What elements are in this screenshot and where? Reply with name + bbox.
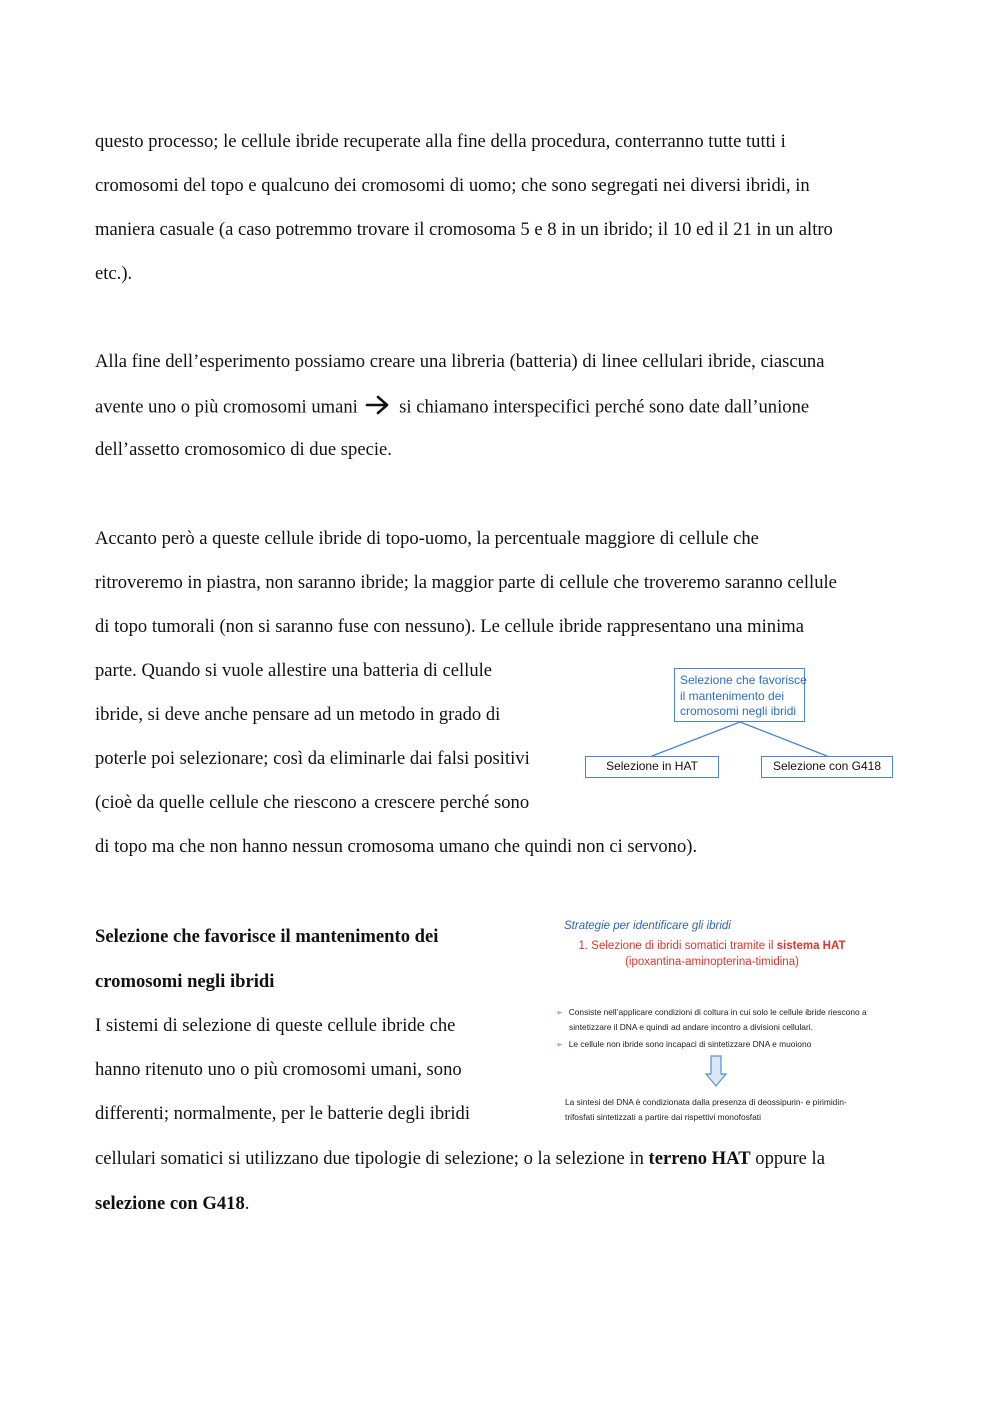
slide-bullet-2 <box>556 1037 811 1052</box>
paragraph-2-line-2 <box>95 395 809 421</box>
paragraph-4-line-4 <box>95 1148 825 1170</box>
paragraph-3-line-2: ritroveremo in piastra, non saranno ibride; la maggior parte di cellule che troveremo saranno cellule <box>95 572 837 593</box>
paragraph-3-line-1: Accanto però a queste cellule ibride di topo-uomo, la percentuale maggiore di cellule che <box>95 528 759 549</box>
paragraph-4-line-1: I sistemi di selezione di queste cellule ibride che <box>95 1015 456 1036</box>
hat-strategy-slide <box>552 915 902 1130</box>
slide-subtitle-2: (ipoxantina-aminopterina-timidina) <box>625 956 799 968</box>
slide-subtitle-1-start: 1. Selezione di ibridi somatici tramite il <box>578 940 777 952</box>
paragraph-4-line-5 <box>95 1193 249 1215</box>
slide-subtitle-hat: sistema HAT <box>776 940 846 952</box>
paragraph-1-line-1: questo processo; le cellule ibride recuperate alla fine della procedura, conterranno tutte tutti i <box>95 131 786 152</box>
slide-title: Strategie per identificare gli ibridi <box>564 920 731 932</box>
slide-subtitle-1 <box>552 940 872 952</box>
section-heading-line-1: Selezione che favorisce il mantenimento dei <box>95 926 439 947</box>
paragraph-2-line-2-start: avente uno o più cromosomi umani <box>95 396 358 418</box>
paragraph-2-line-1: Alla fine dell’esperimento possiamo creare una libreria (batteria) di linee cellulari ibride, ciascuna <box>95 351 825 372</box>
section-heading-line-2: cromosomi negli ibridi <box>95 971 275 992</box>
down-arrow-icon <box>705 1055 727 1092</box>
diagram-top-box-line-2: il mantenimento dei <box>680 688 785 703</box>
diagram-g418-box: Selezione con G418 <box>761 756 893 778</box>
paragraph-4-line-5-end: . <box>244 1193 250 1214</box>
diagram-top-box-line-1: Selezione che favorisce <box>680 673 807 687</box>
paragraph-4-line-3: differenti; normalmente, per le batterie degli ibridi <box>95 1103 471 1124</box>
paragraph-3-line-7: (cioè da quelle cellule che riescono a crescere perché sono <box>95 792 530 813</box>
paragraph-1-line-2: cromosomi del topo e qualcuno dei cromosomi di uomo; che sono segregati nei diversi ibridi, in <box>95 175 810 196</box>
selection-diagram <box>585 666 895 782</box>
slide-bullet-1-line-1: Consiste nell’applicare condizioni di coltura in cui solo le cellule ibride riescono a <box>568 1007 867 1017</box>
g418-selection-term: selezione con G418 <box>95 1193 245 1214</box>
paragraph-4-line-4-end: oppure la <box>755 1148 825 1169</box>
bullet-arrow-icon: ➢ <box>556 1008 563 1017</box>
paragraph-3-line-3: di topo tumorali (non si saranno fuse con nessuno). Le cellule ibride rappresentano una minima <box>95 616 804 637</box>
paragraph-4-line-4-start: cellulari somatici si utilizzano due tipologie di selezione; o la selezione in <box>95 1148 644 1169</box>
paragraph-3-line-8: di topo ma che non hanno nessun cromosoma umano che quindi non ci servono). <box>95 836 698 857</box>
slide-bullet-1-line-2: sintetizzare il DNA e quindi ad andare incontro a divisioni cellulari. <box>569 1022 813 1032</box>
diagram-top-box <box>674 668 805 722</box>
paragraph-2-line-3: dell’assetto cromosomico di due specie. <box>95 439 392 460</box>
hat-medium-term: terreno HAT <box>648 1148 751 1169</box>
diagram-top-box-line-3: cromosomi negli ibridi <box>680 704 797 718</box>
slide-footer-line-1: La sintesi del DNA è condizionata dalla presenza di deossipurin- e pirimidin- <box>565 1097 847 1107</box>
paragraph-1-line-4: etc.). <box>95 263 133 284</box>
paragraph-1-line-3: maniera casuale (a caso potremmo trovare il cromosoma 5 e 8 in un ibrido; il 10 ed il 21 in un altro <box>95 219 833 240</box>
paragraph-3-line-5: ibride, si deve anche pensare ad un metodo in grado di <box>95 704 501 725</box>
slide-bullet-1 <box>556 1005 867 1034</box>
paragraph-2-line-2-end: si chiamano interspecifici perché sono date dall’unione <box>399 396 810 418</box>
right-arrow-icon <box>365 395 391 421</box>
bullet-arrow-icon: ➢ <box>556 1040 563 1049</box>
paragraph-4-line-2: hanno ritenuto uno o più cromosomi umani, sono <box>95 1059 462 1080</box>
slide-footer-line-2: trifosfati sintetizzati a partire dai rispettivi monofosfati <box>565 1112 761 1122</box>
paragraph-3-line-4: parte. Quando si vuole allestire una batteria di cellule <box>95 660 493 681</box>
diagram-hat-box: Selezione in HAT <box>585 756 719 778</box>
slide-bullet-2-text: Le cellule non ibride sono incapaci di sintetizzare DNA e muoiono <box>568 1039 812 1049</box>
paragraph-3-line-6: poterle poi selezionare; così da eliminarle dai falsi positivi <box>95 748 530 769</box>
